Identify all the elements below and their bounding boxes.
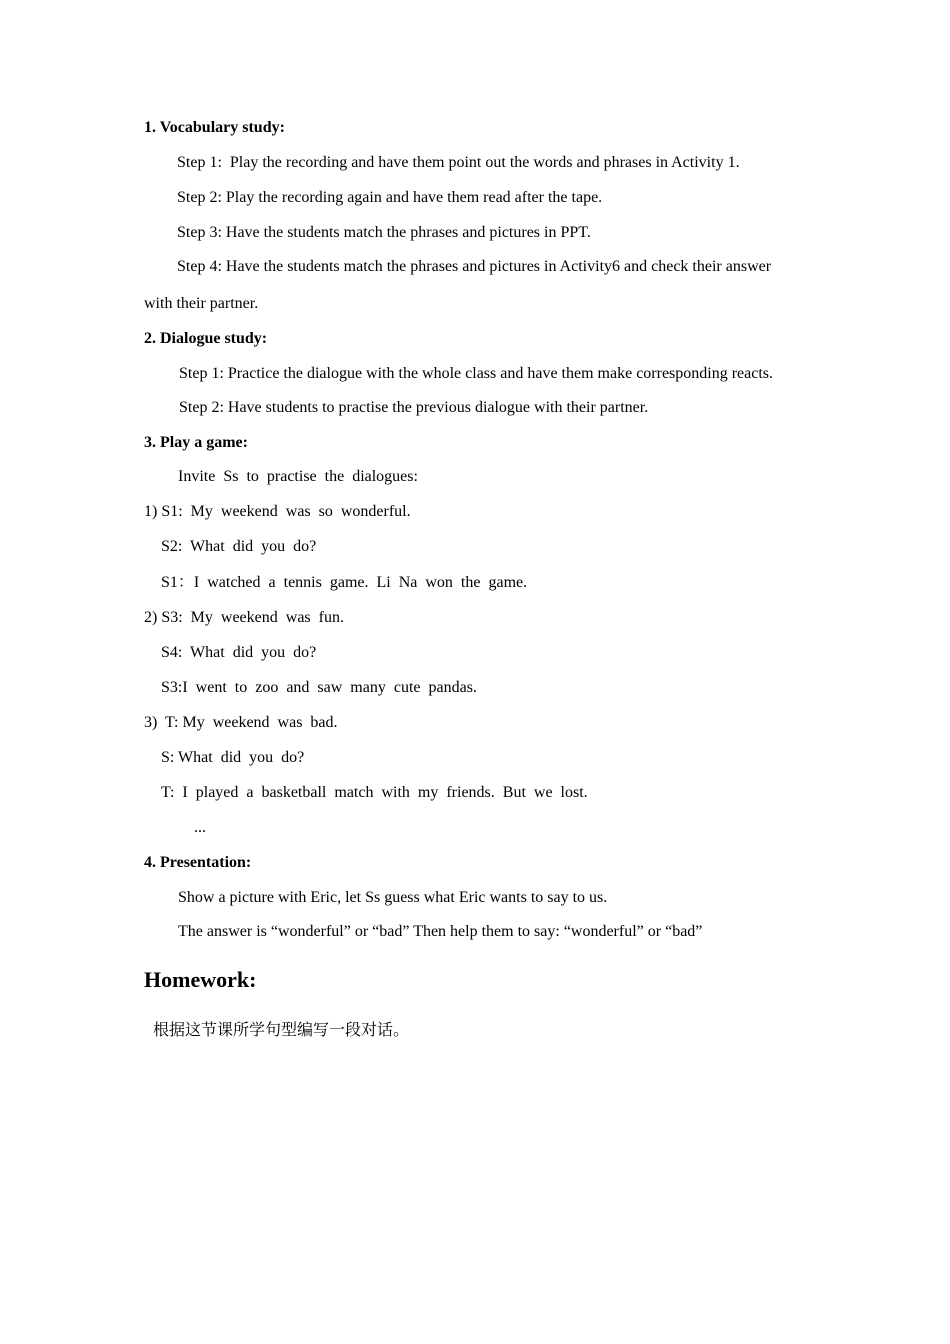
game-intro: Invite Ss to practise the dialogues: xyxy=(178,468,418,485)
vocabulary-step-2: Step 2: Play the recording again and have them read after the tape. xyxy=(177,189,603,206)
dialogue-step-2: Step 2: Have students to practise the previous dialogue with their partner. xyxy=(179,399,649,416)
section-presentation-title: 4. Presentation: xyxy=(144,854,252,871)
dialogue-2-line-2: S4: What did you do? xyxy=(161,644,317,661)
section-dialogue-title: 2. Dialogue study: xyxy=(144,330,268,347)
dialogue-2-line-3: S3:I went to zoo and saw many cute pandas. xyxy=(161,679,477,696)
section-vocabulary-title: 1. Vocabulary study: xyxy=(144,119,285,136)
dialogue-3-line-1: 3) T: My weekend was bad. xyxy=(144,714,338,731)
dialogue-3-line-2: S: What did you do? xyxy=(161,749,305,766)
vocabulary-step-1: Step 1: Play the recording and have them point out the words and phrases in Activity 1. xyxy=(177,154,740,171)
homework-text: 根据这节课所学句型编写一段对话。 xyxy=(153,1020,410,1039)
section-game-title: 3. Play a game: xyxy=(144,434,248,451)
dialogue-3-line-3: T: I played a basketball match with my friends. But we lost. xyxy=(161,784,588,801)
homework-title: Homework: xyxy=(144,967,257,992)
vocabulary-step-4: Step 4: Have the students match the phrases and pictures in Activity6 and check their answer xyxy=(177,258,772,275)
vocabulary-step-4-continued: with their partner. xyxy=(144,295,259,312)
dialogue-1-line-1: 1) S1: My weekend was so wonderful. xyxy=(144,503,411,520)
ellipsis: ... xyxy=(194,819,206,836)
dialogue-1-line-2: S2: What did you do? xyxy=(161,538,317,555)
dialogue-1-line-3: S1：I watched a tennis game. Li Na won the game. xyxy=(161,574,528,591)
dialogue-step-1: Step 1: Practice the dialogue with the whole class and have them make corresponding reacts. xyxy=(179,365,774,382)
presentation-line-1: Show a picture with Eric, let Ss guess what Eric wants to say to us. xyxy=(178,889,608,906)
presentation-line-2: The answer is “wonderful” or “bad” Then help them to say: “wonderful” or “bad” xyxy=(178,923,703,940)
dialogue-2-line-1: 2) S3: My weekend was fun. xyxy=(144,609,344,626)
vocabulary-step-3: Step 3: Have the students match the phrases and pictures in PPT. xyxy=(177,224,591,241)
